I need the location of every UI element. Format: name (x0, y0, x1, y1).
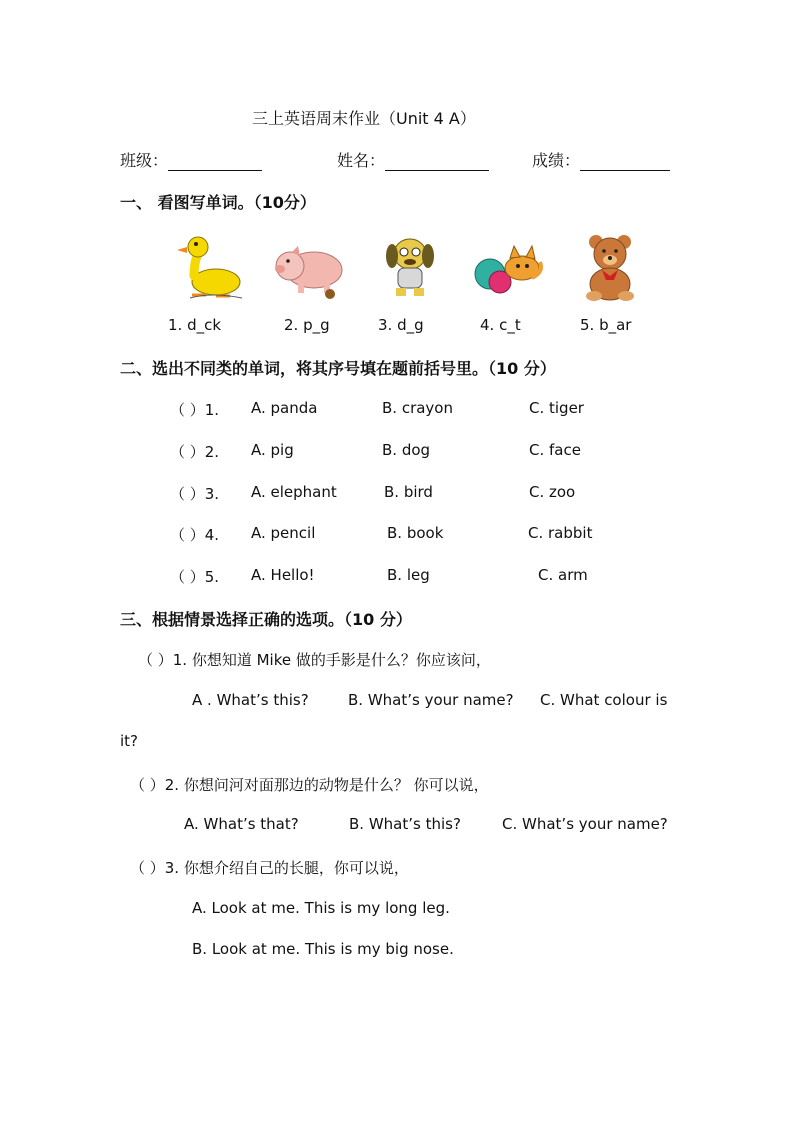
q2-3-number: （ ）3. (170, 485, 220, 503)
q2-2-number: （ ）2. (170, 443, 220, 461)
q2-5-option-a: A. Hello! (251, 566, 315, 584)
word-3: 3. d_g (378, 316, 424, 334)
class-label: 班级： (120, 151, 169, 170)
q2-5-option-c: C. arm (538, 566, 588, 584)
q3-1-option-b: B. What’s your name? (348, 691, 514, 709)
q2-4-option-b: B. book (387, 524, 444, 542)
q2-2-option-c: C. face (529, 441, 581, 459)
name-blank[interactable] (385, 153, 489, 171)
section2-heading: 二、选出不同类的单词，将其序号填在题前括号里。（10 分） (120, 359, 556, 378)
word-4: 4. c_t (480, 316, 521, 334)
q2-5-number: （ ）5. (170, 568, 220, 586)
q2-4-option-a: A. pencil (251, 524, 316, 542)
name-label: 姓名： (337, 151, 386, 170)
q3-2-option-b: B. What’s this? (349, 815, 461, 833)
word-2: 2. p_g (284, 316, 330, 334)
q2-2-option-b: B. dog (382, 441, 431, 459)
q3-1-option-c-wrap: it? (120, 732, 139, 750)
q3-3-option-a: A. Look at me. This is my long leg. (192, 899, 450, 917)
q3-1-stem: （ ）1. 你想知道 Mike 做的手影是什么？你应该问， (138, 651, 491, 669)
pig-icon (270, 232, 346, 302)
name-field[interactable] (337, 148, 489, 171)
q3-3-option-b: B. Look at me. This is my big nose. (192, 940, 454, 958)
class-blank[interactable] (168, 153, 262, 171)
q2-1-number: （ ）1. (170, 401, 220, 419)
q2-2-option-a: A. pig (251, 441, 294, 459)
q3-1-option-c: C. What colour is (540, 691, 668, 709)
q3-2-option-c: C. What’s your name? (502, 815, 668, 833)
q2-3-option-b: B. bird (384, 483, 433, 501)
duck-icon (172, 232, 248, 302)
q2-1-option-c: C. tiger (529, 399, 584, 417)
bear-icon (574, 232, 650, 302)
score-blank[interactable] (580, 153, 670, 171)
q3-2-stem: （ ）2. 你想问河对面那边的动物是什么？ 你可以说， (130, 776, 489, 794)
dog-icon (372, 232, 448, 302)
q3-3-stem: （ ）3. 你想介绍自己的长腿，你可以说， (130, 859, 409, 877)
class-field[interactable] (120, 148, 262, 171)
word-5: 5. b_ar (580, 316, 632, 334)
score-field[interactable] (532, 148, 670, 171)
q3-2-option-a: A. What’s that? (184, 815, 299, 833)
q2-5-option-b: B. leg (387, 566, 430, 584)
q2-4-number: （ ）4. (170, 526, 220, 544)
q2-1-option-a: A. panda (251, 399, 318, 417)
q2-3-option-c: C. zoo (529, 483, 576, 501)
page-title: 三上英语周末作业（Unit 4 A） (252, 109, 476, 128)
section1-heading: 一、 看图写单词。（10分） (120, 193, 316, 212)
cat-icon (470, 232, 546, 302)
q2-1-option-b: B. crayon (382, 399, 453, 417)
score-label: 成绩： (532, 151, 581, 170)
q3-1-option-a: A . What’s this? (192, 691, 309, 709)
q2-4-option-c: C. rabbit (528, 524, 593, 542)
word-1: 1. d_ck (168, 316, 222, 334)
q2-3-option-a: A. elephant (251, 483, 337, 501)
section3-heading: 三、根据情景选择正确的选项。（10 分） (120, 610, 412, 629)
